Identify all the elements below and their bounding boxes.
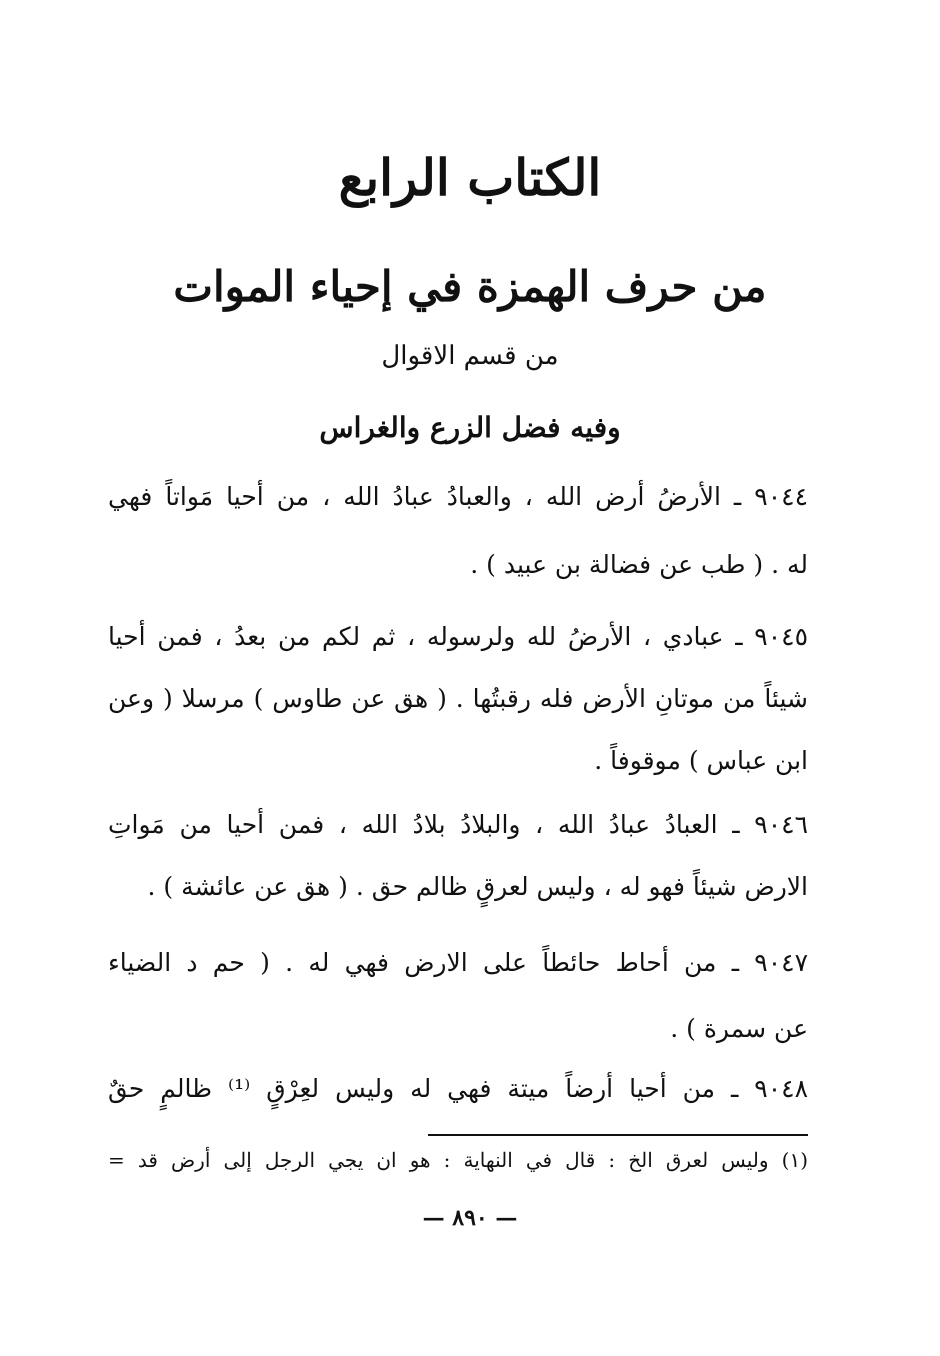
hadith-9047-line-1: ٩٠٤٧ ـ من أحاط حائطاً على الارض فهي له . ( حم د الضياء	[108, 948, 808, 977]
hadith-9045-line-1: ٩٠٤٥ ـ عبادي ، الأرضُ لله ولرسوله ، ثم لكم من بعدُ ، فمن أحيا	[108, 622, 808, 651]
hadith-9044-line-2: له . ( طب عن فضالة بن عبيد ) .	[470, 550, 808, 579]
section-title: من قسم الاقوال	[381, 341, 559, 371]
hadith-9046-line-2: الارض شيئاً فهو له ، وليس لعرقٍ ظالم حق . ( هق عن عائشة ) .	[147, 872, 808, 901]
hadith-9048-line-1: ٩٠٤٨ ـ من أحيا أرضاً ميتة فهي له وليس لعِرْقٍ ⁽¹⁾ ظالمٍ حقٌ	[108, 1074, 808, 1103]
hadith-9044-line-1: ٩٠٤٤ ـ الأرضُ أرض الله ، والعبادُ عبادُ الله ، من أحيا مَواتاً فهي	[108, 482, 808, 511]
chapter-title: من حرف الهمزة في إحياء الموات	[173, 262, 767, 311]
footnote: (١) وليس لعرق الخ : قال في النهاية : هو ان يجي الرجل إلى أرض قد =	[108, 1148, 808, 1172]
hadith-9045-line-3: ابن عباس ) موقوفاً .	[594, 746, 808, 775]
page-number: — ٨٩٠ —	[422, 1205, 518, 1231]
hadith-9047-line-2: عن سمرة ) .	[670, 1014, 808, 1043]
hadith-9045-line-2: شيئاً من موتانِ الأرض فله رقبتُها . ( هق عن طاوس ) مرسلا ( وعن	[108, 684, 808, 713]
subsection-title: وفيه فضل الزرع والغراس	[319, 411, 621, 444]
book-title: الكتاب الرابع	[338, 148, 602, 207]
hadith-9046-line-1: ٩٠٤٦ ـ العبادُ عبادُ الله ، والبلادُ بلادُ الله ، فمن أحيا من مَواتِ	[108, 810, 808, 839]
footnote-divider	[428, 1134, 808, 1136]
